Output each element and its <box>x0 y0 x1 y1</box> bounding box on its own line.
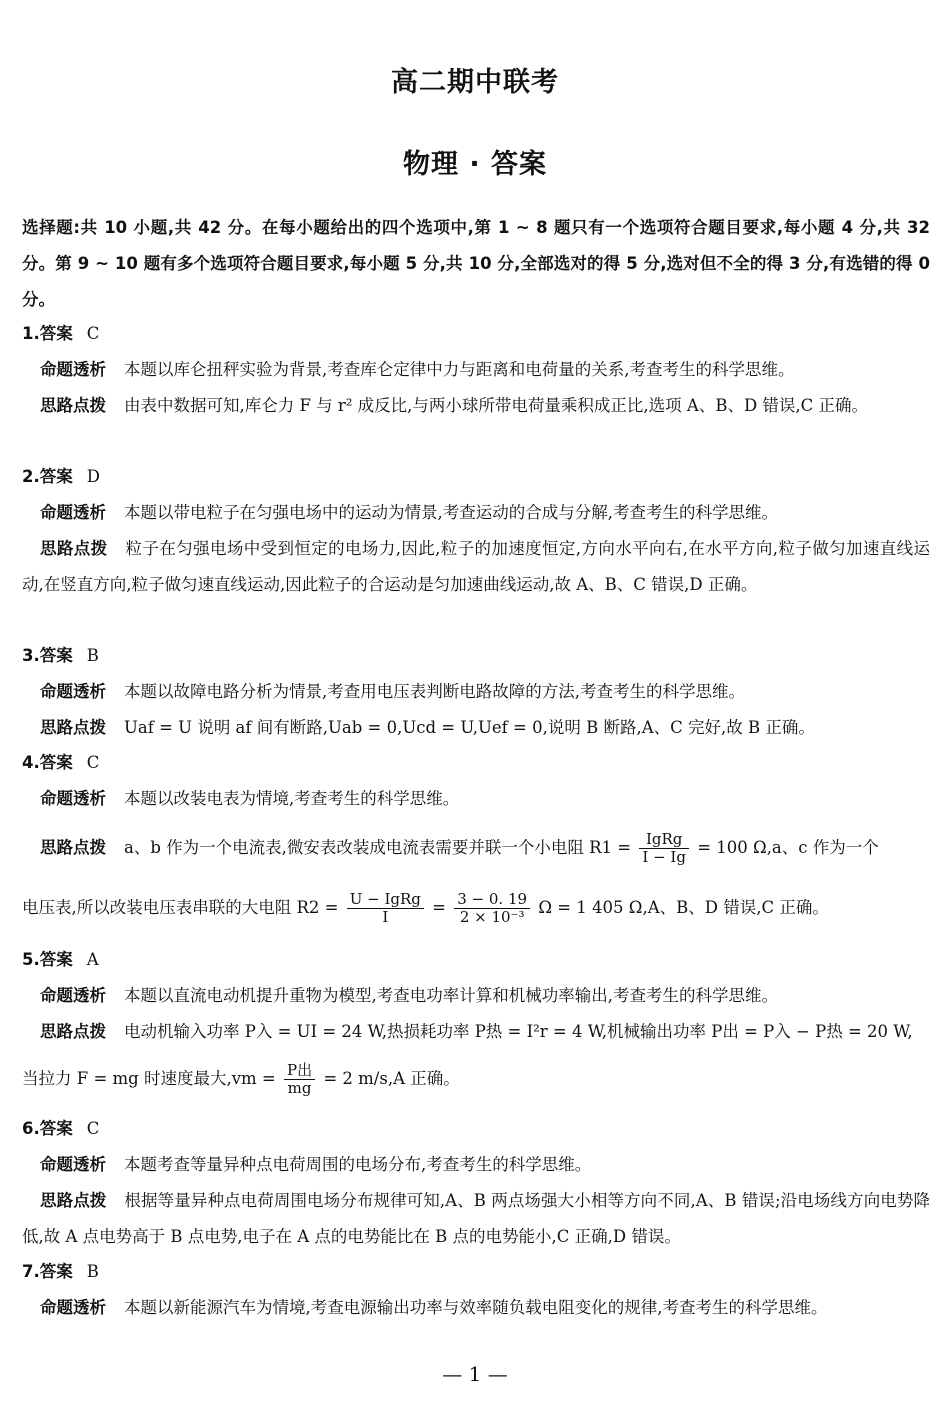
question-4-intent: 命题透析 本题以改装电表为情境,考查考生的科学思维。 <box>40 789 460 808</box>
page-number: — 1 — <box>442 1362 508 1386</box>
question-6-approach: 思路点拨 根据等量异种点电荷周围电场分布规律可知,A、B 两点场强大小相等方向不同,A、B 错误;沿电场线方向电势降低,故 A 点电势高于 B 点电势,电子在 A 点的电势能比在 B 点的电势能小,C 正确,D 错误。 <box>22 1191 931 1246</box>
question-7-intent: 命题透析 本题以新能源汽车为情境,考查电源输出功率与效率随负载电阻变化的规律,考查考生的科学思维。 <box>40 1298 828 1317</box>
question-2-answer: D <box>86 467 100 486</box>
question-2-approach: 思路点拨 粒子在匀强电场中受到恒定的电场力,因此,粒子的加速度恒定,方向水平向右,在水平方向,粒子做匀加速直线运动,在竖直方向,粒子做匀速直线运动,因此粒子的合运动是匀加速曲线运动,故 A、B、C 错误,D 正确。 <box>22 539 930 594</box>
question-6-answer: C <box>86 1119 100 1138</box>
question-7-header: 7.答案 B <box>22 1262 99 1281</box>
fraction-r2-value: $\frac{3 - 0. 19}{\text{2 × 10⁻³}}$ <box>454 891 530 926</box>
question-3-approach: 思路点拨 Uaf = U 说明 af 间有断路,Uab = 0,Ucd = U,Uef = 0,说明 B 断路,A、C 完好,故 B 正确。 <box>40 718 815 737</box>
question-1-header: 1.答案 C <box>22 324 100 343</box>
instructions: 选择题:共 10 小题,共 42 分。在每小题给出的四个选项中,第 1 ~ 8 题只有一个选项符合题目要求,每小题 4 分,共 32 分。第 9 ~ 10 题有多个选项符合题目要求,每小题 5 分,共 10 分,全部选对的得 5 分,选对但不全的得 3 分,有选错的得 0 分。 <box>22 218 930 309</box>
fraction-r2: $\frac{\text{U − IgRg}}{I}$ <box>347 891 424 926</box>
question-4-answer: C <box>86 753 100 772</box>
page-subtitle: 物理 · 答案 <box>402 149 548 180</box>
question-1-intent: 命题透析 本题以库仑扭秤实验为背景,考查库仑定律中力与距离和电荷量的关系,考查考生的科学思维。 <box>40 360 795 379</box>
question-6-header: 6.答案 C <box>22 1119 100 1138</box>
page-title: 高二期中联考 <box>391 67 559 98</box>
question-5-intent: 命题透析 本题以直流电动机提升重物为模型,考查电功率计算和机械功率输出,考查考生的科学思维。 <box>40 986 778 1005</box>
question-2-header: 2.答案 D <box>22 467 100 486</box>
question-3-intent: 命题透析 本题以故障电路分析为情景,考查用电压表判断电路故障的方法,考查考生的科学思维。 <box>40 682 745 701</box>
question-3-answer: B <box>86 646 99 665</box>
question-6-intent: 命题透析 本题考查等量异种点电荷周围的电场分布,考查考生的科学思维。 <box>40 1155 592 1174</box>
question-5-approach: 思路点拨 电动机输入功率 P入 = UI = 24 W,热损耗功率 P热 = I²r = 4 W,机械输出功率 P出 = P入 − P热 = 20 W, <box>40 1022 913 1041</box>
question-4-approach: 思路点拨 a、b 作为一个电流表,微安表改装成电流表需要并联一个小电阻 R1 = $\frac{\text{IgRg}}{I - Ig}$ = 100 Ω,a、c 作为一个 <box>40 830 879 866</box>
question-1-approach: 思路点拨 由表中数据可知,库仑力 F 与 r² 成反比,与两小球所带电荷量乘积成正比,选项 A、B、D 错误,C 正确。 <box>40 396 869 415</box>
question-4-approach-cont: 电压表,所以改装电压表串联的大电阻 R2 = $\frac{\text{U − IgRg}}{I}$ = $\frac{3 - 0. 19}{\text{2 × 10⁻³}}$ Ω = 1 405 Ω,A、B、D 错误,C 正确。 <box>22 890 829 926</box>
question-1-answer: C <box>86 324 100 343</box>
question-7-answer: B <box>86 1262 99 1281</box>
question-3-header: 3.答案 B <box>22 646 99 665</box>
fraction-r1: $\frac{\text{IgRg}}{I - Ig}$ <box>639 831 689 866</box>
fraction-vm: $\frac{\text{P出}}{mg}$ <box>284 1062 315 1097</box>
question-5-approach-cont: 当拉力 F = mg 时速度最大,vm = $\frac{\text{P出}}{mg}$ = 2 m/s,A 正确。 <box>22 1061 460 1097</box>
question-5-header: 5.答案 A <box>22 950 99 969</box>
question-5-answer: A <box>86 950 99 969</box>
question-4-header: 4.答案 C <box>22 753 100 772</box>
question-2-intent: 命题透析 本题以带电粒子在匀强电场中的运动为情景,考查运动的合成与分解,考查考生的科学思维。 <box>40 503 778 522</box>
